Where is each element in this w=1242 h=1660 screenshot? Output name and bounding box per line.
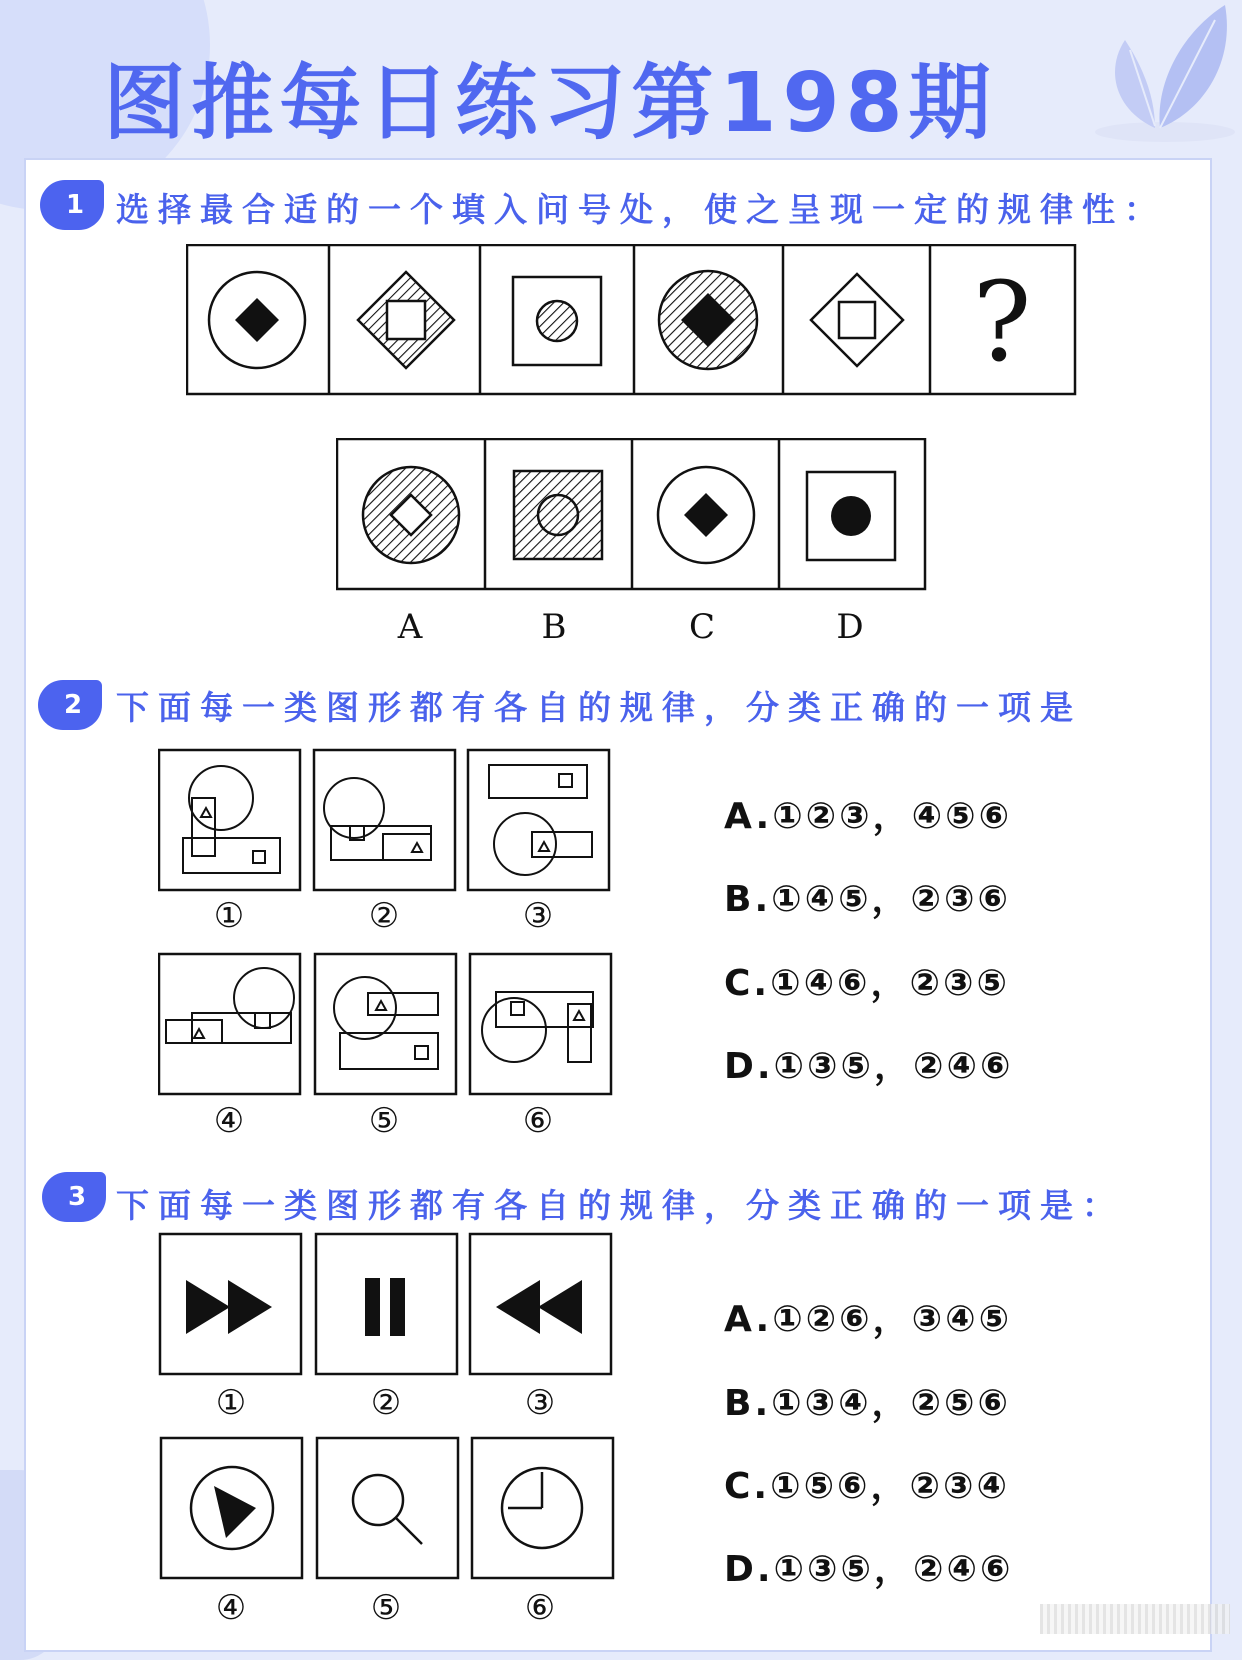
answer-option-c[interactable]: C.①⑤⑥，②③④ <box>724 1466 1010 1507</box>
figure-label-5: ⑤ <box>368 1101 400 1141</box>
answer-option-b[interactable]: B.①④⑤，②③⑥ <box>724 879 1011 920</box>
question-number-badge: 2 <box>38 680 102 730</box>
option-label-b: B <box>541 607 567 647</box>
figure-label-6: ⑥ <box>524 1588 556 1628</box>
magnifier-icon <box>353 1475 422 1544</box>
figure-label-1: ① <box>215 1383 247 1423</box>
figure-label-1: ① <box>213 896 245 936</box>
question-prompt: 下面每一类图形都有各自的规律，分类正确的一项是 <box>116 688 1082 727</box>
q1-options-figure <box>336 438 928 593</box>
figure-label-2: ② <box>370 1383 402 1423</box>
answer-option-b[interactable]: B.①③④，②⑤⑥ <box>724 1383 1011 1424</box>
question-prompt: 选择最合适的一个填入问号处，使之呈现一定的规律性： <box>116 190 1166 229</box>
q2-figure-2 <box>314 750 455 890</box>
pause-icon <box>365 1278 405 1336</box>
option-label-d: D <box>836 607 864 647</box>
leaf-decoration-icon <box>1085 0 1242 160</box>
figure-label-4: ④ <box>213 1101 245 1141</box>
question-prompt: 下面每一类图形都有各自的规律，分类正确的一项是： <box>116 1186 1124 1225</box>
option-c-figure[interactable] <box>658 467 754 563</box>
play-circle-icon <box>191 1467 273 1549</box>
question-mark: ? <box>972 258 1032 386</box>
option-label-a: A <box>397 607 423 647</box>
circle-diamond-icon <box>209 272 305 368</box>
figure-label-5: ⑤ <box>370 1588 402 1628</box>
answer-option-d[interactable]: D.①③⑤，②④⑥ <box>724 1046 1014 1087</box>
fast-forward-icon <box>186 1280 272 1334</box>
q1-sequence-figure <box>186 244 1078 396</box>
answer-option-a[interactable]: A.①②⑥，③④⑤ <box>724 1299 1013 1340</box>
option-a-figure[interactable] <box>363 467 459 563</box>
option-label-c: C <box>688 607 715 647</box>
option-d-figure[interactable] <box>807 472 895 560</box>
option-b-figure[interactable] <box>514 471 602 559</box>
answer-option-d[interactable]: D.①③⑤，②④⑥ <box>724 1549 1014 1590</box>
clock-icon <box>502 1468 582 1548</box>
figure-label-3: ③ <box>522 896 554 936</box>
q2-figure-6 <box>470 954 611 1094</box>
image-viewer-scrollbar[interactable] <box>1040 1604 1230 1634</box>
figure-label-2: ② <box>368 896 400 936</box>
rewind-icon <box>496 1280 582 1334</box>
hatched-circle-diamond-icon <box>659 271 757 369</box>
answer-option-c[interactable]: C.①④⑥，②③⑤ <box>724 963 1010 1004</box>
question-number-badge: 1 <box>40 180 104 230</box>
figure-label-3: ③ <box>524 1383 556 1423</box>
q2-figure-1 <box>159 750 300 890</box>
figure-label-6: ⑥ <box>522 1101 554 1141</box>
square-small-circle-icon <box>513 277 601 365</box>
q2-figure-3 <box>468 750 609 890</box>
figure-label-4: ④ <box>215 1588 247 1628</box>
page-title: 图推每日练习第198期 <box>103 56 997 151</box>
question-number-badge: 3 <box>42 1172 106 1222</box>
q2-figure-5 <box>315 954 456 1094</box>
q2-figure-4 <box>159 954 300 1094</box>
answer-option-a[interactable]: A.①②③，④⑤⑥ <box>724 796 1013 837</box>
